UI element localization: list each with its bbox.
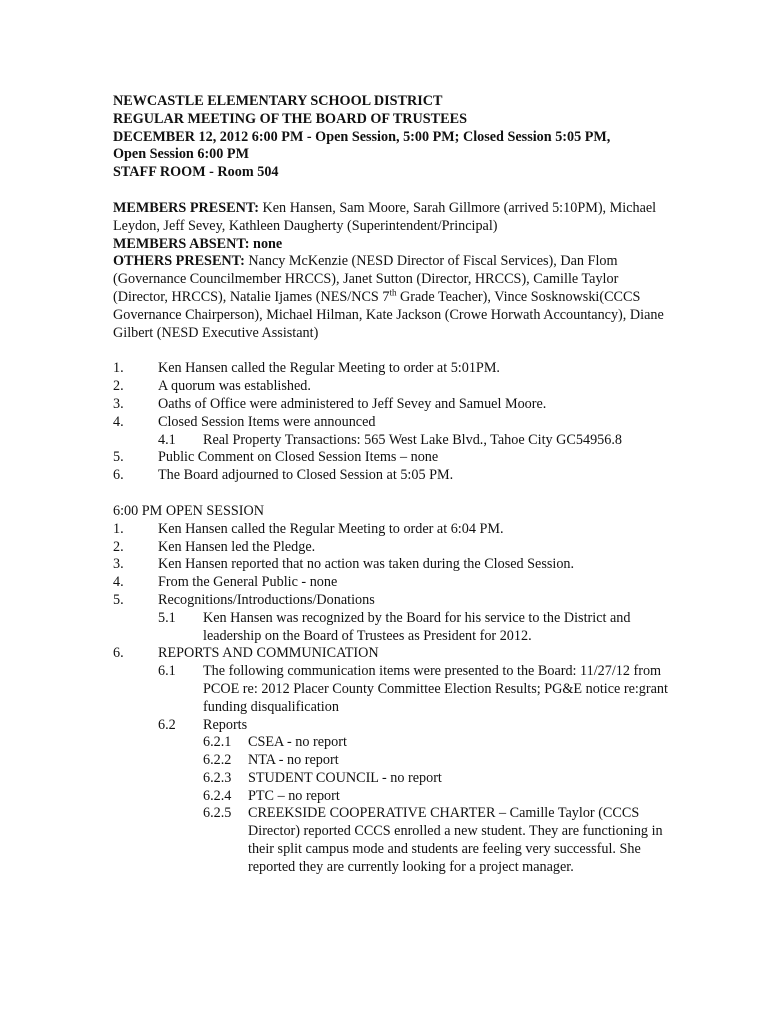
minutes-body — [113, 93, 673, 877]
list-item — [113, 467, 673, 485]
others-present — [113, 253, 673, 342]
item-text: Ken Hansen called the Regular Meeting to order at 6:04 PM. — [158, 520, 504, 537]
list-item — [113, 556, 673, 574]
list-item — [113, 734, 673, 752]
list-item — [113, 378, 673, 396]
item-text: A quorum was established. — [158, 378, 311, 395]
list-item — [113, 717, 673, 735]
list-item — [113, 574, 673, 592]
item-number: 4. — [113, 413, 124, 430]
document-header — [113, 93, 673, 182]
others-present-label: OTHERS PRESENT: — [113, 253, 245, 270]
item-text: Oaths of Office were administered to Jeff Sevey and Samuel Moore. — [158, 395, 547, 412]
item-number: 5. — [113, 449, 124, 466]
item-number: 6. — [113, 467, 124, 484]
item-number: 3. — [113, 395, 124, 412]
list-item — [113, 788, 673, 806]
item-text: Reports — [203, 716, 248, 733]
item-text: Public Comment on Closed Session Items – none — [158, 449, 439, 466]
item-text: The following communication items were presented to the Board: 11/27/12 from PCOE re: 2012 Placer County Committee Election Results; PG&E notice re:grant funding disqualification — [203, 663, 668, 715]
list-item — [113, 663, 673, 716]
item-text: REPORTS AND COMMUNICATION — [158, 645, 379, 662]
open-session-list — [113, 503, 673, 877]
list-item — [113, 360, 673, 378]
item-number: 4. — [113, 574, 124, 591]
item-text: PTC – no report — [248, 787, 340, 804]
others-present-text-b: Grade Teacher), Vince Sosknowski(CCCS Governance Chairperson), Michael Hilman, Kate Jackson (Crowe Horwath Accountancy), Diane Gilbert (NESD Executive Assistant) — [113, 288, 664, 341]
item-text: Recognitions/Introductions/Donations — [158, 591, 375, 608]
meeting-title: REGULAR MEETING OF THE BOARD OF TRUSTEES — [113, 110, 467, 127]
list-item — [113, 752, 673, 770]
item-text: NTA - no report — [248, 752, 339, 769]
item-number: 6.2.5 — [203, 805, 232, 822]
item-number: 6.2.1 — [203, 734, 232, 751]
meeting-open-session-line: Open Session 6:00 PM — [113, 146, 249, 163]
members-absent: MEMBERS ABSENT: none — [113, 235, 283, 252]
attendance-section — [113, 200, 673, 342]
item-text: Ken Hansen was recognized by the Board for his service to the District and leadership on the Board of Trustees as President for 2012. — [203, 609, 631, 644]
list-item — [113, 592, 673, 610]
item-number: 5.1 — [158, 609, 176, 626]
item-number: 6.2.4 — [203, 787, 232, 804]
others-present-text-a: Nancy McKenzie (NESD Director of Fiscal Services), Dan Flom (Governance Councilmember HRCCS), Janet Sutton (Director, HRCCS), Camille Taylor (Director, HRCCS), Natalie Ijames (NES/NCS 7 — [113, 253, 619, 305]
list-item — [113, 521, 673, 539]
item-number: 4.1 — [158, 431, 176, 448]
members-present-label: MEMBERS PRESENT: — [113, 199, 259, 216]
item-number: 2. — [113, 538, 124, 555]
list-item — [113, 414, 673, 432]
list-item — [113, 770, 673, 788]
item-number: 6. — [113, 645, 124, 662]
list-item — [113, 645, 673, 663]
members-present-text: Ken Hansen, Sam Moore, Sarah Gillmore (arrived 5:10PM), Michael Leydon, Jeff Sevey, Kathleen Daugherty (Superintendent/Principal) — [113, 199, 657, 234]
item-number: 1. — [113, 360, 124, 377]
meeting-date-line: DECEMBER 12, 2012 6:00 PM - Open Session, 5:00 PM; Closed Session 5:05 PM, — [113, 128, 611, 145]
item-number: 6.2.2 — [203, 752, 232, 769]
list-item — [113, 449, 673, 467]
item-number: 5. — [113, 591, 124, 608]
closed-session-list — [113, 360, 673, 485]
list-item — [113, 805, 673, 876]
meeting-location: STAFF ROOM - Room 504 — [113, 164, 279, 181]
item-text: Ken Hansen reported that no action was taken during the Closed Session. — [158, 556, 575, 573]
item-text: Closed Session Items were announced — [158, 413, 376, 430]
item-text: Ken Hansen called the Regular Meeting to order at 5:01PM. — [158, 360, 500, 377]
item-number: 2. — [113, 378, 124, 395]
list-item — [113, 610, 673, 646]
section-heading: 6:00 PM OPEN SESSION — [113, 502, 264, 519]
list-item — [113, 539, 673, 557]
list-item — [113, 432, 673, 450]
item-text: From the General Public - none — [158, 574, 338, 591]
list-item — [113, 396, 673, 414]
item-text: Ken Hansen led the Pledge. — [158, 538, 316, 555]
district-name: NEWCASTLE ELEMENTARY SCHOOL DISTRICT — [113, 93, 443, 109]
ordinal-suffix: th — [389, 287, 397, 298]
item-number: 3. — [113, 556, 124, 573]
item-text: STUDENT COUNCIL - no report — [248, 769, 442, 786]
item-text: The Board adjourned to Closed Session at 5:05 PM. — [158, 467, 454, 484]
members-present — [113, 200, 673, 236]
item-text: CSEA - no report — [248, 734, 347, 751]
item-text: Real Property Transactions: 565 West Lake Blvd., Tahoe City GC54956.8 — [203, 431, 622, 448]
item-number: 6.2 — [158, 716, 176, 733]
item-number: 6.1 — [158, 663, 176, 680]
item-number: 1. — [113, 520, 124, 537]
item-number: 6.2.3 — [203, 769, 232, 786]
item-text: CREEKSIDE COOPERATIVE CHARTER – Camille Taylor (CCCS Director) reported CCCS enrolled a new student. They are functioning in their split campus mode and students are feeling very successful. She reported they are currently looking for a project manager. — [248, 805, 663, 875]
